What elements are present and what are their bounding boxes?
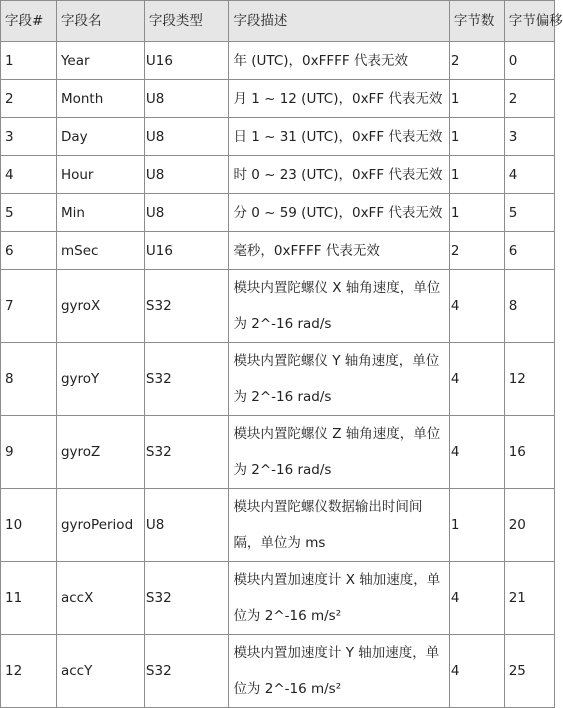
cell-index: 4 xyxy=(1,156,57,194)
cell-name: Day xyxy=(56,118,144,156)
cell-offset: 3 xyxy=(504,118,554,156)
cell-offset: 16 xyxy=(504,416,554,489)
cell-description: 月 1 ~ 12 (UTC)，0xFF 代表无效 xyxy=(229,80,449,118)
table-row xyxy=(1,42,555,80)
cell-description: 日 1 ~ 31 (UTC)，0xFF 代表无效 xyxy=(229,118,449,156)
cell-bytes: 1 xyxy=(449,156,504,194)
cell-description: 分 0 ~ 59 (UTC)，0xFF 代表无效 xyxy=(229,194,449,232)
cell-description: 模块内置加速度计 X 轴加速度，单位为 2^-16 m/s² xyxy=(229,562,449,635)
cell-description: 模块内置陀螺仪 Y 轴角速度，单位为 2^-16 rad/s xyxy=(229,343,449,416)
table-row xyxy=(1,118,555,156)
cell-offset: 2 xyxy=(504,80,554,118)
table-row xyxy=(1,194,555,232)
cell-type: S32 xyxy=(144,343,229,416)
cell-bytes: 4 xyxy=(449,343,504,416)
cell-type: S32 xyxy=(144,635,229,708)
cell-name: gyroY xyxy=(56,343,144,416)
cell-bytes: 2 xyxy=(449,42,504,80)
cell-index: 12 xyxy=(1,635,57,708)
cell-index: 1 xyxy=(1,42,57,80)
cell-bytes: 1 xyxy=(449,80,504,118)
cell-offset: 12 xyxy=(504,343,554,416)
cell-description: 年 (UTC)，0xFFFF 代表无效 xyxy=(229,42,449,80)
header-field-index: 字段# xyxy=(1,1,57,42)
table-row xyxy=(1,232,555,270)
cell-index: 5 xyxy=(1,194,57,232)
header-byte-offset: 字节偏移 xyxy=(504,1,554,42)
table-row xyxy=(1,416,555,489)
cell-index: 6 xyxy=(1,232,57,270)
cell-name: gyroX xyxy=(56,270,144,343)
header-byte-count: 字节数 xyxy=(449,1,504,42)
cell-type: U8 xyxy=(144,118,229,156)
cell-description: 毫秒，0xFFFF 代表无效 xyxy=(229,232,449,270)
cell-bytes: 2 xyxy=(449,232,504,270)
cell-name: mSec xyxy=(56,232,144,270)
cell-offset: 20 xyxy=(504,489,554,562)
table-row xyxy=(1,270,555,343)
cell-type: U8 xyxy=(144,80,229,118)
cell-offset: 0 xyxy=(504,42,554,80)
header-field-description: 字段描述 xyxy=(229,1,449,42)
cell-description: 时 0 ~ 23 (UTC)，0xFF 代表无效 xyxy=(229,156,449,194)
cell-description: 模块内置陀螺仪 Z 轴角速度，单位为 2^-16 rad/s xyxy=(229,416,449,489)
cell-name: Month xyxy=(56,80,144,118)
cell-offset: 25 xyxy=(504,635,554,708)
cell-type: U16 xyxy=(144,232,229,270)
cell-index: 11 xyxy=(1,562,57,635)
table-header-row xyxy=(1,1,555,42)
cell-bytes: 1 xyxy=(449,118,504,156)
cell-type: U8 xyxy=(144,489,229,562)
cell-description: 模块内置陀螺仪 X 轴角速度，单位为 2^-16 rad/s xyxy=(229,270,449,343)
cell-name: Hour xyxy=(56,156,144,194)
table-row xyxy=(1,80,555,118)
table-row xyxy=(1,635,555,708)
table-row xyxy=(1,156,555,194)
table-row xyxy=(1,562,555,635)
cell-index: 2 xyxy=(1,80,57,118)
cell-name: accY xyxy=(56,635,144,708)
cell-bytes: 4 xyxy=(449,270,504,343)
cell-type: S32 xyxy=(144,562,229,635)
cell-type: S32 xyxy=(144,270,229,343)
cell-bytes: 1 xyxy=(449,489,504,562)
header-field-name: 字段名 xyxy=(56,1,144,42)
cell-type: U16 xyxy=(144,42,229,80)
cell-name: gyroPeriod xyxy=(56,489,144,562)
cell-offset: 4 xyxy=(504,156,554,194)
cell-type: U8 xyxy=(144,194,229,232)
cell-offset: 5 xyxy=(504,194,554,232)
cell-offset: 21 xyxy=(504,562,554,635)
cell-name: gyroZ xyxy=(56,416,144,489)
cell-index: 3 xyxy=(1,118,57,156)
cell-index: 7 xyxy=(1,270,57,343)
cell-index: 9 xyxy=(1,416,57,489)
cell-description: 模块内置陀螺仪数据输出时间间隔，单位为 ms xyxy=(229,489,449,562)
cell-index: 8 xyxy=(1,343,57,416)
cell-bytes: 4 xyxy=(449,416,504,489)
cell-index: 10 xyxy=(1,489,57,562)
cell-bytes: 4 xyxy=(449,562,504,635)
cell-offset: 6 xyxy=(504,232,554,270)
cell-bytes: 1 xyxy=(449,194,504,232)
cell-bytes: 4 xyxy=(449,635,504,708)
header-field-type: 字段类型 xyxy=(144,1,229,42)
cell-type: U8 xyxy=(144,156,229,194)
cell-offset: 8 xyxy=(504,270,554,343)
cell-name: Year xyxy=(56,42,144,80)
table-row xyxy=(1,489,555,562)
cell-type: S32 xyxy=(144,416,229,489)
cell-description: 模块内置加速度计 Y 轴加速度，单位为 2^-16 m/s² xyxy=(229,635,449,708)
cell-name: Min xyxy=(56,194,144,232)
cell-name: accX xyxy=(56,562,144,635)
table-row xyxy=(1,343,555,416)
